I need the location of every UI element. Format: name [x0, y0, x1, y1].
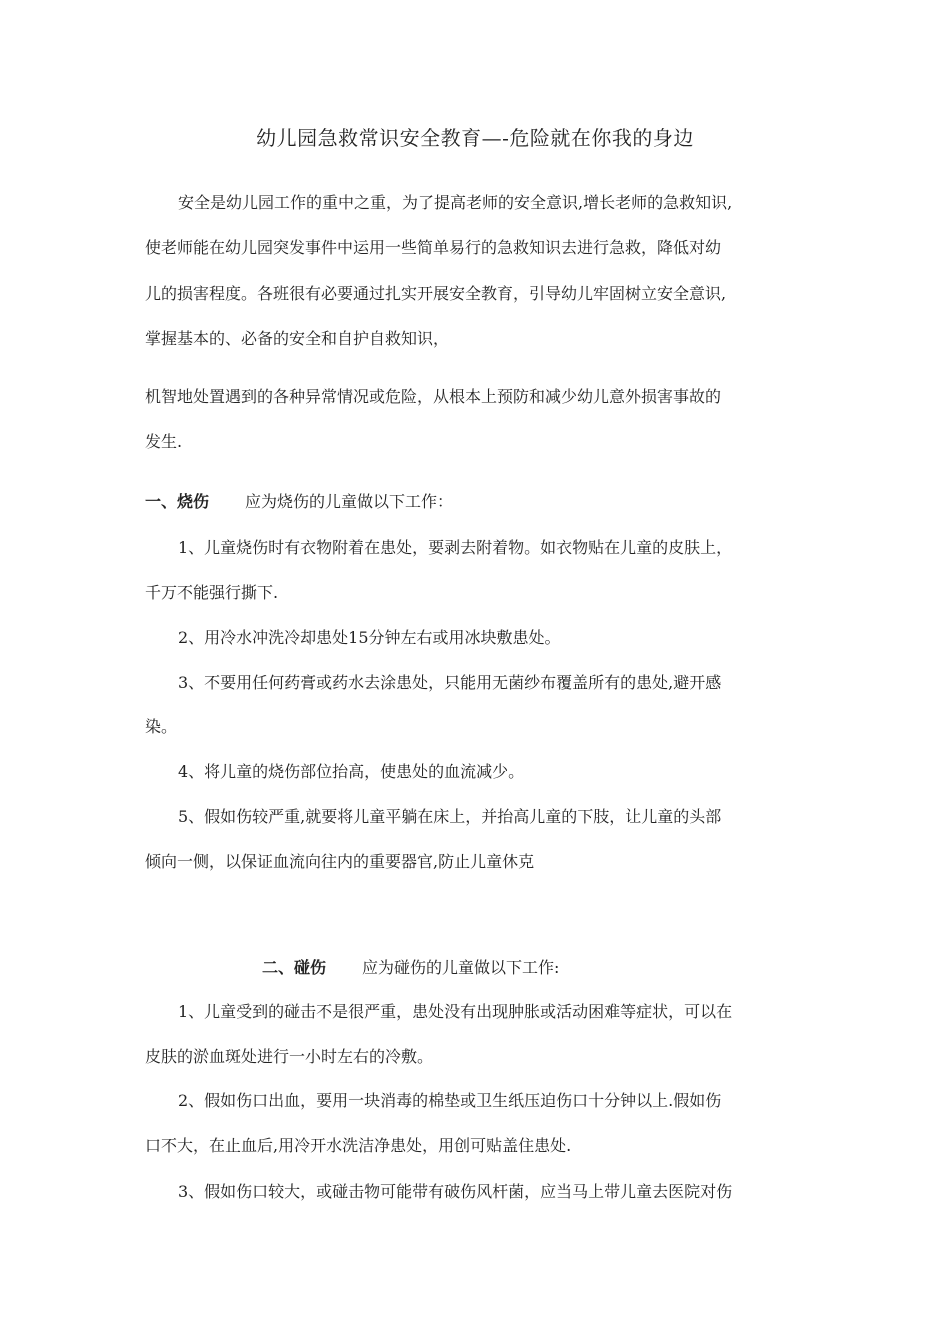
section1-line-7: 5、假如伤较严重,就要将儿童平躺在床上，并抬高儿童的下肢，让儿童的头部	[178, 807, 722, 826]
intro-line-6: 发生.	[145, 432, 183, 451]
intro-line-1: 安全是幼儿园工作的重中之重，为了提高老师的安全意识,增长老师的急救知识,	[178, 193, 733, 212]
section2-line-5: 3、假如伤口较大，或碰击物可能带有破伤风杆菌，应当马上带儿童去医院对伤	[178, 1182, 733, 1201]
section2-line-1: 1、儿童受到的碰击不是很严重，患处没有出现肿胀或活动困难等症状，可以在	[178, 1002, 733, 1021]
section1-line-4: 3、不要用任何药膏或药水去涂患处，只能用无菌纱布覆盖所有的患处,避开感	[178, 673, 722, 692]
intro-line-5: 机智地处置遇到的各种异常情况或危险，从根本上预防和减少幼儿意外损害事故的	[145, 387, 722, 406]
section2-heading-row	[262, 958, 559, 978]
section1-line-1: 1、儿童烧伤时有衣物附着在患处，要剥去附着物。如衣物贴在儿童的皮肤上，	[178, 538, 733, 557]
section2-subheading: 应为碰伤的儿童做以下工作:	[362, 958, 560, 977]
section2-line-2: 皮肤的淤血斑处进行一小时左右的冷敷。	[145, 1047, 434, 1066]
section1-subheading: 应为烧伤的儿童做以下工作：	[245, 492, 454, 511]
section1-line-8: 倾向一侧，以保证血流向往内的重要器官,防止儿童休克	[145, 852, 535, 871]
intro-line-2: 使老师能在幼儿园突发事件中运用一些简单易行的急救知识去进行急救，降低对幼	[145, 238, 722, 257]
section1-line-6: 4、将儿童的烧伤部位抬高，使患处的血流减少。	[178, 762, 525, 781]
section1-heading: 一、烧伤	[145, 492, 210, 511]
section1-line-2: 千万不能强行撕下.	[145, 583, 279, 602]
section2-line-3: 2、假如伤口出血，要用一块消毒的棉垫或卫生纸压迫伤口十分钟以上.假如伤	[178, 1091, 722, 1110]
intro-line-4: 掌握基本的、必备的安全和自护自救知识，	[145, 329, 450, 348]
section1-line-5: 染。	[145, 717, 178, 736]
intro-line-3: 儿的损害程度。各班很有必要通过扎实开展安全教育，引导幼儿牢固树立安全意识,	[145, 284, 727, 303]
section2-line-4: 口不大，在止血后,用冷开水洗洁净患处，用创可贴盖住患处.	[145, 1136, 572, 1155]
section1-heading-row	[145, 492, 453, 512]
section2-heading: 二、碰伤	[262, 958, 327, 977]
section1-line-3: 2、用冷水冲洗冷却患处15分钟左右或用冰块敷患处。	[178, 628, 561, 647]
document-title: 幼儿园急救常识安全教育—-危险就在你我的身边	[256, 126, 694, 150]
